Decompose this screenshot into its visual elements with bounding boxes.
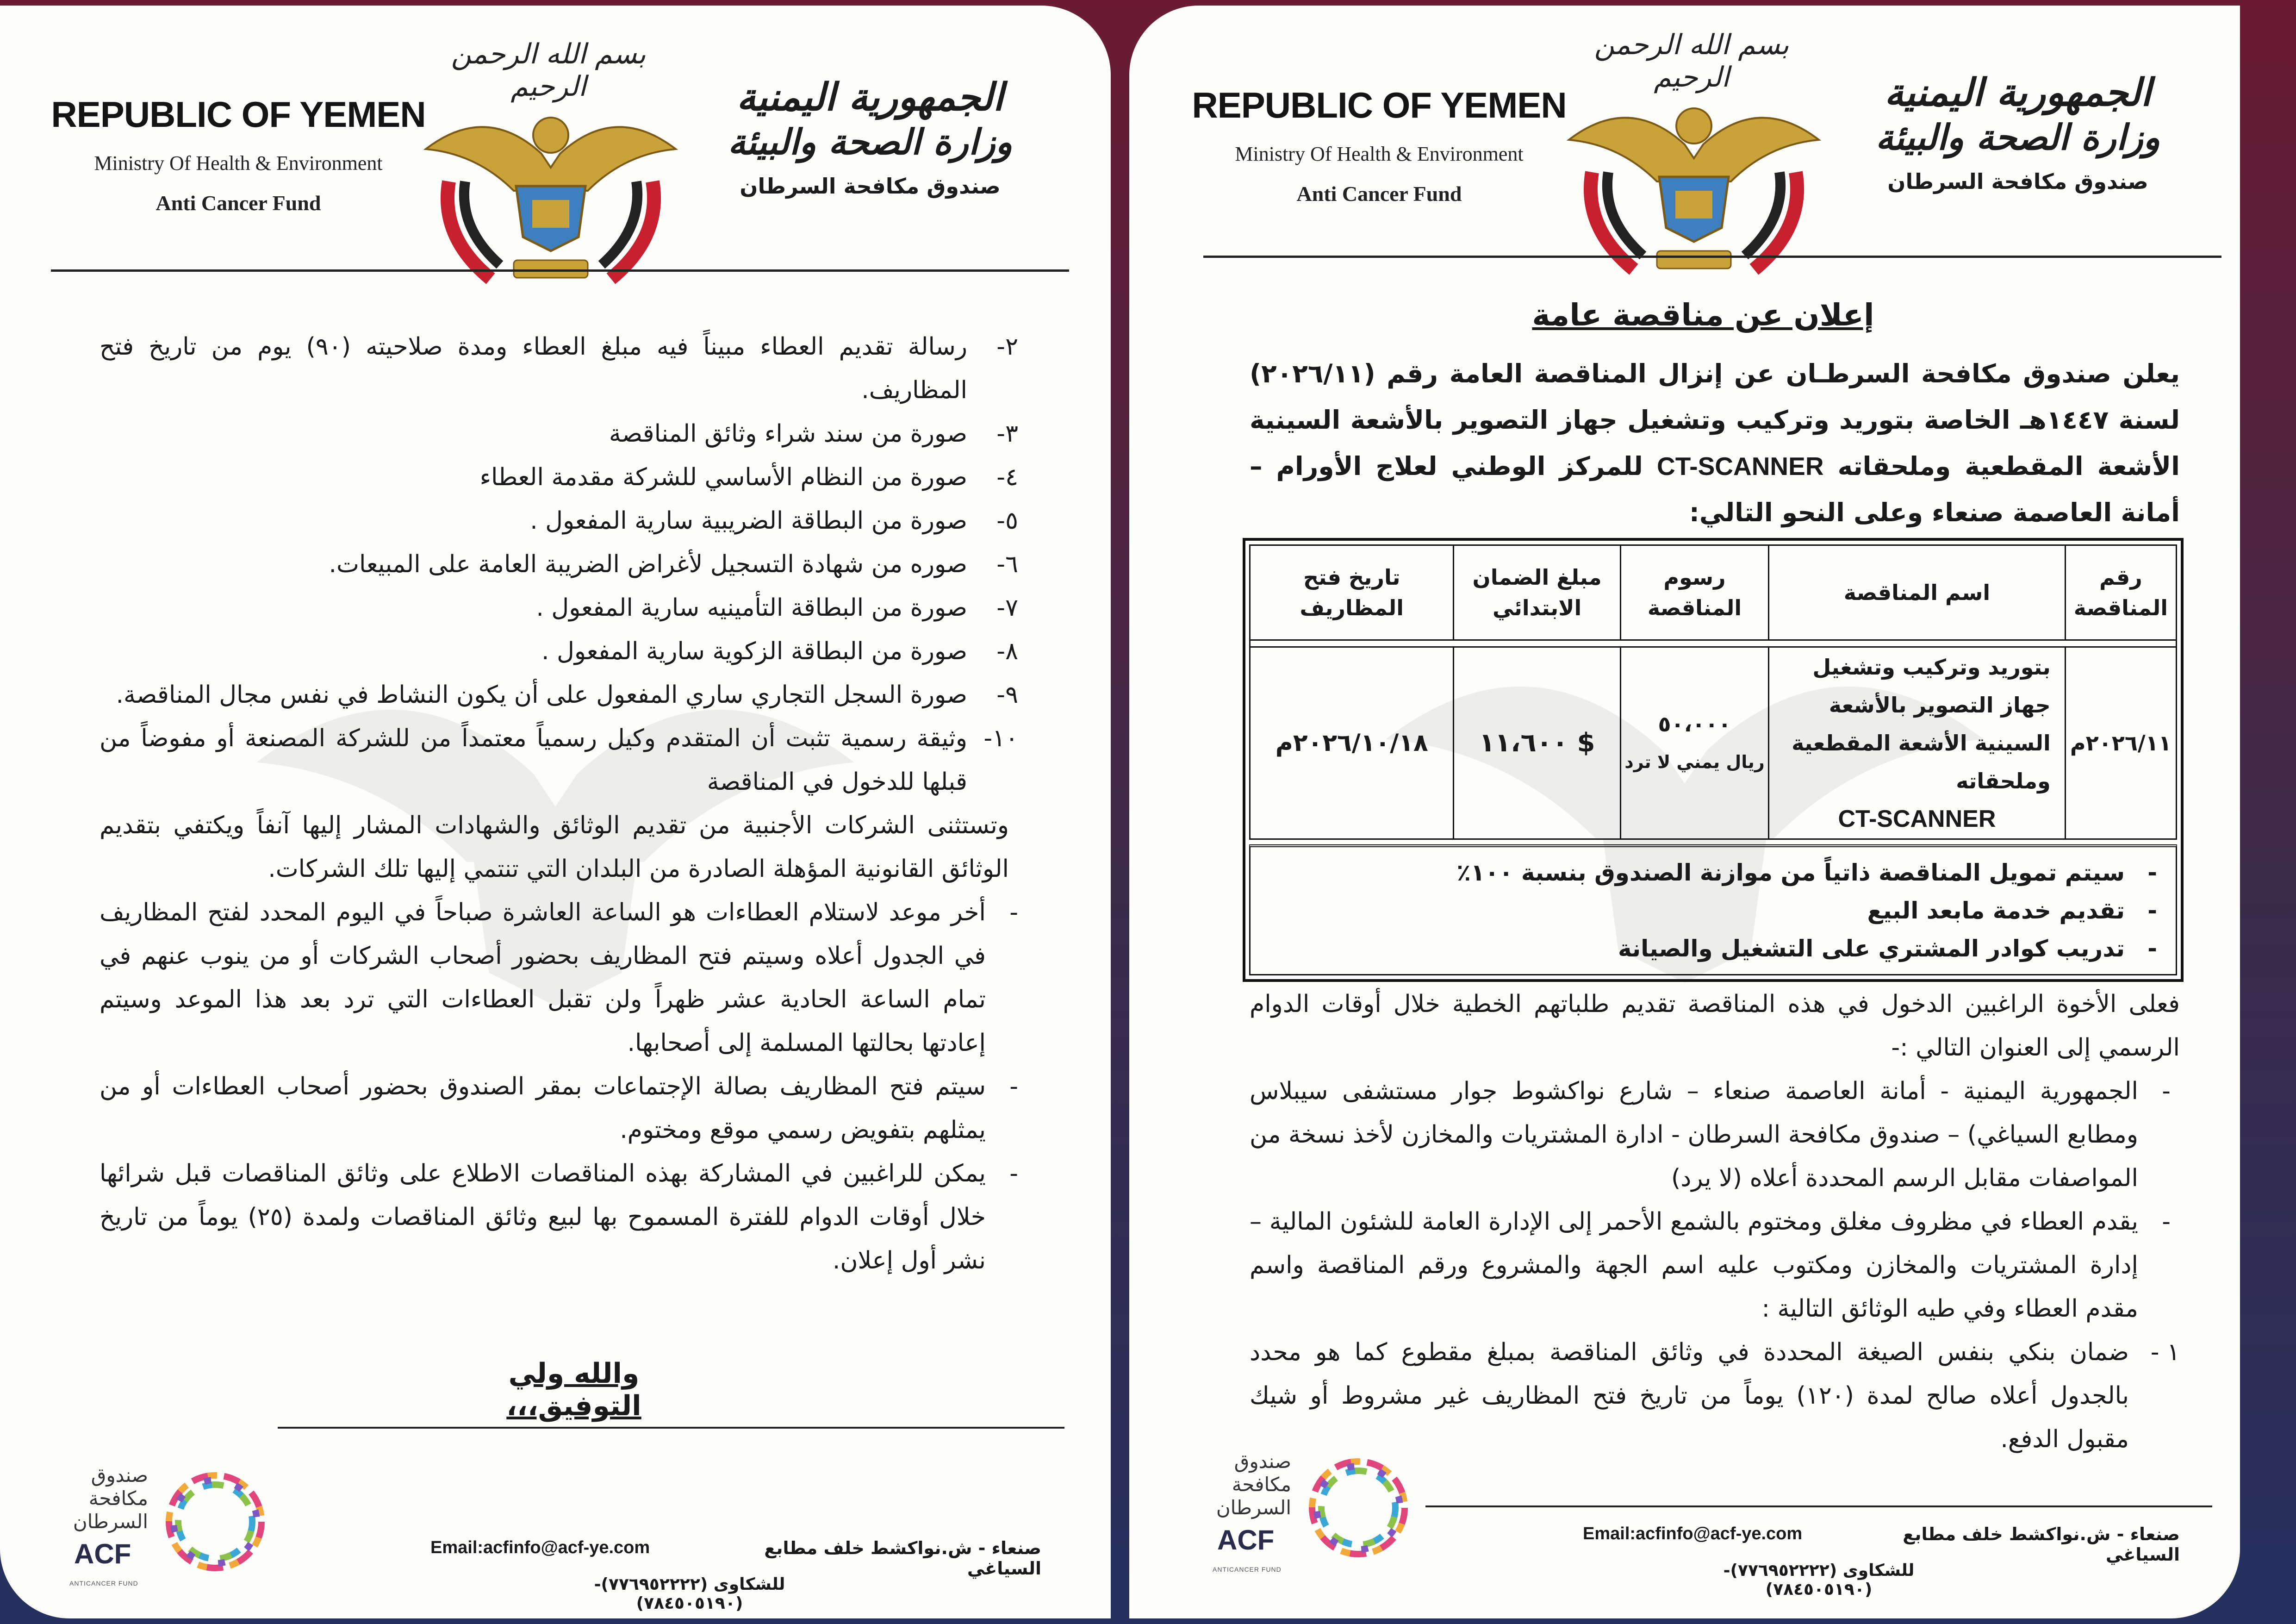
footer-address: صنعاء - ش.نواكشط خلف مطابع السياغي — [764, 1538, 1041, 1579]
cell-opening-date: ٢٠٢٦/١٠/١٨م — [1250, 647, 1454, 839]
announcement-title: إعلان عن مناقصة عامة — [1532, 297, 1874, 333]
list-item: ٧- صورة من البطاقة التأمينيه سارية المفعول . — [536, 594, 1018, 622]
col-header-opening: تاريخ فتح المظاريف — [1250, 545, 1454, 640]
footer-divider — [278, 1427, 1064, 1429]
table-notes — [1249, 844, 2177, 975]
list-item: ٨- صورة من البطاقة الزكوية سارية المفعول . — [541, 637, 1018, 665]
table-row — [1250, 647, 2177, 839]
list-item: ١ - ضمان بنكي بنفس الصيغة المحددة في وثائق المناقصة بمبلغ مقطوع كما هو محدد بالجدول أعلاه صالح لمدة (١٢٠) يوماً من تاريخ فتح المظاريف غير مشروط أو شيك مقبول الدفع. — [1250, 1338, 2180, 1453]
list-item: - سيتم فتح المظاريف بصالة الإجتماعات بمقر الصندوق بحضور أصحاب العطاءات أو من يمثلهم بتفويض رسمي موقع ومختوم. — [100, 1073, 1018, 1144]
footer-email[interactable]: Email:acfinfo@acf-ye.com — [430, 1538, 650, 1557]
list-item: - تقديم خدمة مابعد البيع — [1867, 897, 2157, 924]
application-instructions — [1250, 982, 2180, 1461]
header-arabic: الجمهورية اليمنية وزارة الصحة والبيئة صندوق مكافحة السرطان — [1875, 70, 2160, 194]
footer-logo-arabic: صندوق مكافحة السرطان — [1216, 1450, 1291, 1519]
header-republic: REPUBLIC OF YEMEN — [51, 94, 426, 135]
list-item: - سيتم تمويل المناقصة ذاتياً من موازنة الصندوق بنسبة ١٠٠٪ — [1456, 859, 2157, 886]
header-english: REPUBLIC OF YEMEN Ministry Of Health & Environment Anti Cancer Fund — [1192, 85, 1567, 206]
footer-address: صنعاء - ش.نواكشط خلف مطابع السياغي — [1903, 1524, 2180, 1565]
cell-number: ٢٠٢٦/١١م — [2065, 647, 2176, 839]
footer-logo-arabic: صندوق مكافحة السرطان — [73, 1464, 148, 1533]
cell-name: بتوريد وتركيب وتشغيل جهاز التصوير بالأشعة السينية الأشعة المقطعية وملحقاته CT-SCANNER — [1769, 647, 2066, 839]
table-header-row — [1250, 545, 2177, 640]
footer-divider — [1425, 1505, 2212, 1507]
header-ar-ministry: وزارة الصحة والبيئة — [728, 121, 1013, 162]
list-item: - يمكن للراغبين في المشاركة بهذه المناقصات الاطلاع على وثائق المناقصات قبل شرائها خلال أوقات الدوام للفترة المسموح بها لبيع وثائق المناقصات ولمدة (٢٥) يوماً من تاريخ نشر أول إعلان. — [100, 1160, 1018, 1274]
footer-phone: للشكاوى (٧٧٦٩٥٢٢٢٢)-(٧٨٤٥٠٥١٩٠) — [1723, 1561, 1915, 1599]
header-divider — [51, 269, 1069, 272]
acf-ring-logo-icon — [1296, 1445, 1421, 1570]
col-header-name: اسم المناقصة — [1769, 545, 2066, 640]
footer-logo-acf: ACF — [1217, 1524, 1275, 1555]
list-item: - الجمهورية اليمنية - أمانة العاصمة صنعاء – شارع نواكشوط جوار مستشفى سيبلاس ومطابع السياغي) – صندوق مكافحة السرطان - ادارة المشتريات والمخازن لأخذ نسخة من المواصفات مقابل الرسم المحددة أعلاه (لا يرد) — [1250, 1077, 2171, 1192]
yemen-eagle-emblem-icon — [421, 84, 680, 297]
cell-guarantee: $ ١١،٦٠٠ — [1454, 647, 1620, 839]
col-header-fee: رسوم المناقصة — [1620, 545, 1768, 640]
acf-ring-logo-icon — [153, 1459, 278, 1584]
header-english — [49, 94, 428, 215]
header-divider — [1203, 256, 2221, 258]
header-ministry: Ministry Of Health & Environment — [94, 152, 383, 175]
header-arabic — [722, 75, 1018, 199]
intro-ct-scanner: CT-SCANNER — [1656, 452, 1824, 481]
basmala: بسم الله الرحمن الرحيم — [451, 38, 646, 103]
footer-logo-sub: ANTICANCER FUND — [1213, 1566, 1282, 1573]
footer-email[interactable]: Email:acfinfo@acf-ye.com — [1583, 1524, 1803, 1543]
footer-logo-acf: ACF — [74, 1538, 131, 1569]
header-fund: Anti Cancer Fund — [156, 191, 321, 215]
col-header-guarantee: مبلغ الضمان الابتدائي — [1454, 545, 1620, 640]
announcement-intro: يعلن صندوق مكافحة السرطـان عن إنزال المناقصة العامة رقم (٢٠٢٦/١١) لسنة ١٤٤٧هـ الخاصة بتوريد وتركيب وتشغيل جهاز التصوير بالأشعة السينية الأشعة المقطعية وملحقاته CT-SCANNER للمركز الوطني لعلاج الأورام – أمانة العاصمة صنعاء وعلى النحو التالي: — [1250, 359, 2180, 527]
page-left — [0, 6, 1111, 1618]
list-item: ٦- صوره من شهادة التسجيل لأغراض الضريبة العامة على المبيعات. — [329, 550, 1018, 578]
list-item: ٤- صورة من النظام الأساسي للشركة مقدمة العطاء — [479, 463, 1018, 491]
col-header-number: رقم المناقصة — [2065, 545, 2176, 640]
list-item: ١٠- وثيقة رسمية تثبت أن المتقدم وكيل رسمياً معتمداً من للشركة المصنعة أو مفوضاً من قبلها للدخول في المناقصة — [100, 725, 1018, 796]
footer-phone: للشكاوى (٧٧٦٩٥٢٢٢٢)-(٧٨٤٥٠٥١٩٠) — [594, 1575, 785, 1613]
tender-table — [1243, 538, 2184, 982]
closing-phrase: والله ولي التوفيق،،، — [506, 1357, 641, 1422]
list-item: - تدريب كوادر المشتري على التشغيل والصيانة — [1618, 935, 2157, 962]
list-item: ٣- صورة من سند شراء وثائق المناقصة — [609, 420, 1018, 448]
list-item: ٢- رسالة تقديم العطاء مبيناً فيه مبلغ العطاء ومدة صلاحيته (٩٠) يوم من تاريخ فتح المظاريف. — [100, 333, 1018, 404]
foreign-companies-note: وتستثنى الشركات الأجنبية من تقديم الوثائق والشهادات المشار إليها آنفاً ويكتفي بتقديم الوثائق القانونية المؤهلة الصادرة من البلدان التي تنتمي إليها تلك الشركات. — [100, 812, 1009, 883]
list-item: - يقدم العطاء في مظروف مغلق ومختوم بالشمع الأحمر إلى الإدارة العامة للشئون المالية – إدارة المشتريات والمخازن ومكتوب عليه اسم الجهة والمشروع ورقم المناقصة واسم مقدم العطاء وفي طيه الوثائق التالية : — [1250, 1208, 2171, 1323]
list-item: - أخر موعد لاستلام العطاءات هو الساعة العاشرة صباحاً في اليوم المحدد لفتح المظاريف في الجدول أعلاه وسيتم فتح المظاريف بحضور أصحاب الشركات أو من ينوب عنهم في تمام الساعة الحادية عشر ظهراً ولن تقبل العطاءات التي ترد بعد هذا الموعد وسيتم إعادتها بحالتها المسلمة إلى أصحابها. — [100, 899, 1018, 1057]
instructions-intro: فعلى الأخوة الراغبين الدخول في هذه المناقصة تقديم طلباتهم الخطية خلال أوقات الدوام الرسمي إلى العنوان التالي :- — [1250, 990, 2180, 1062]
basmala: بسم الله الرحمن الرحيم — [1594, 29, 1789, 94]
cell-fee: ٥٠،٠٠٠ ريال يمني لا ترد — [1620, 647, 1768, 839]
footer-logo-sub: ANTICANCER FUND — [69, 1580, 138, 1587]
list-item: ٥- صورة من البطاقة الضريبية سارية المفعول . — [530, 507, 1018, 535]
page-right — [1129, 6, 2240, 1618]
header-ar-fund: صندوق مكافحة السرطان — [740, 174, 1001, 199]
list-item: ٩- صورة السجل التجاري ساري المفعول على أن يكون النشاط في نفس مجال المناقصة. — [116, 681, 1018, 709]
header-ar-republic: الجمهورية اليمنية — [736, 75, 1004, 119]
required-documents-list — [100, 325, 1018, 1282]
